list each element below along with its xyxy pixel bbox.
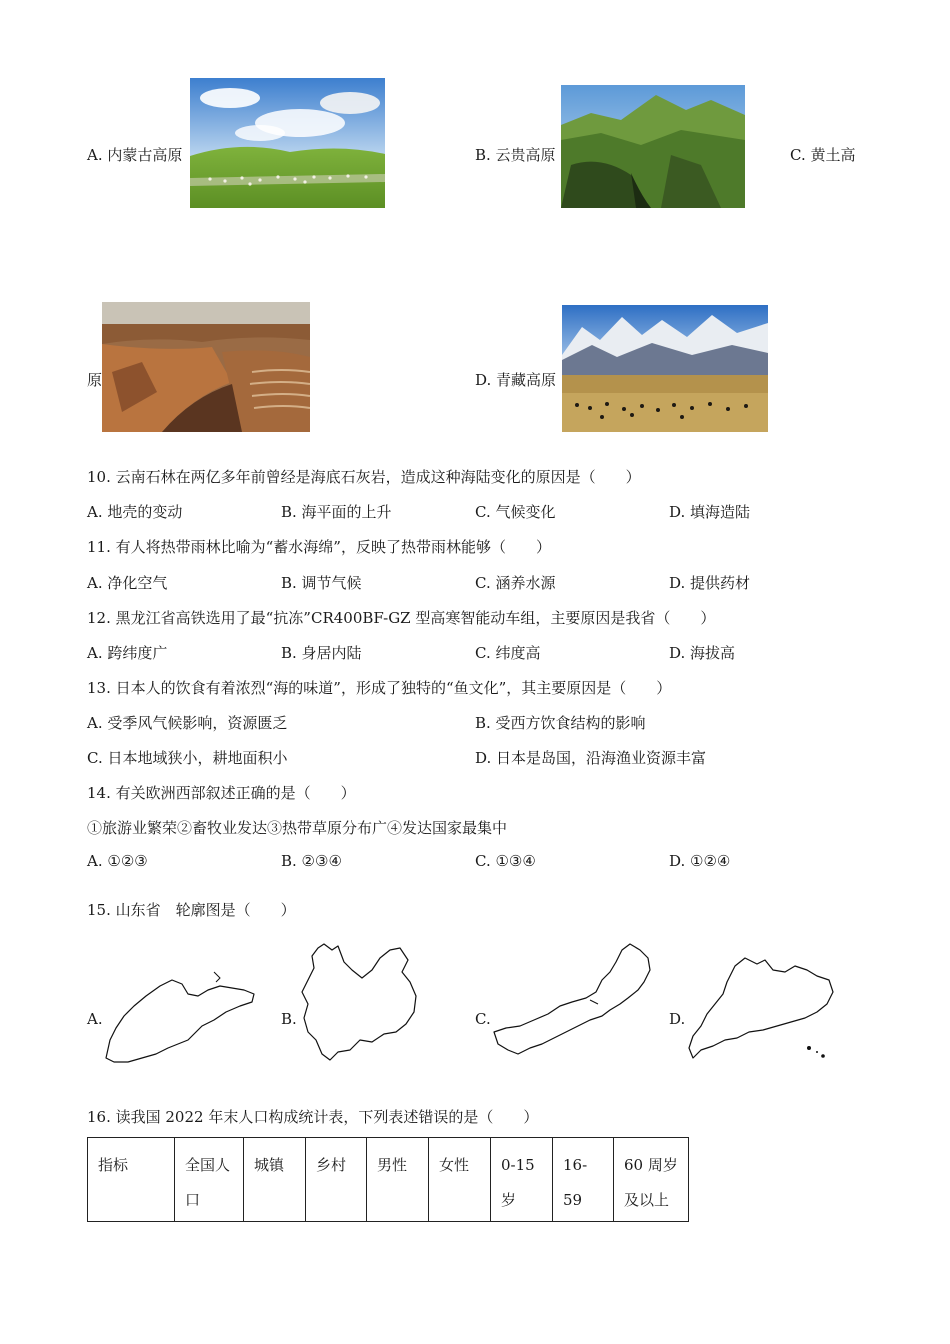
q10-option-b: B. 海平面的上升	[281, 503, 392, 521]
q11-option-d: D. 提供药材	[669, 574, 751, 592]
q11-option-a: A. 净化空气	[87, 574, 168, 592]
q13-option-d: D. 日本是岛国，沿海渔业资源丰富	[475, 749, 707, 767]
yunnan-outline-map	[298, 940, 420, 1064]
q13-option-a: A. 受季风气候影响，资源匮乏	[87, 714, 288, 732]
loess-plateau-photo	[102, 302, 310, 432]
yungui-plateau-photo	[561, 85, 745, 208]
q10-stem: 10. 云南石林在两亿多年前曾经是海底石灰岩，造成这种海陆变化的原因是（ ）	[87, 468, 641, 486]
q15-stem: 15. 山东省 轮廓图是（ ）	[87, 901, 296, 919]
q9-option-c-label-continued: 原	[87, 371, 103, 389]
q12-option-c: C. 纬度高	[475, 644, 541, 662]
q9-option-d-label: D. 青藏高原	[475, 371, 557, 389]
inner-mongolia-plateau-photo	[190, 78, 385, 208]
q13-stem: 13. 日本人的饮食有着浓烈“海的味道”，形成了独特的“鱼文化”，其主要原因是（ ）	[87, 679, 672, 697]
table-header-cell: 男性	[367, 1138, 429, 1222]
table-header-cell: 全国人口	[175, 1138, 244, 1222]
q14-option-c: C. ①③④	[475, 852, 536, 870]
table-header-cell: 60 周岁及以上	[614, 1138, 689, 1222]
q14-statement: ①旅游业繁荣②畜牧业发达③热带草原分布广④发达国家最集中	[87, 819, 508, 837]
q10-option-a: A. 地壳的变动	[87, 503, 183, 521]
q12-option-d: D. 海拔高	[669, 644, 736, 662]
table-row	[88, 1138, 689, 1222]
shandong-outline-map	[102, 968, 258, 1065]
q10-option-d: D. 填海造陆	[669, 503, 751, 521]
table-header-cell: 16-59	[553, 1138, 614, 1222]
q13-option-c: C. 日本地域狭小，耕地面积小	[87, 749, 288, 767]
q15-option-a-label: A.	[87, 1010, 103, 1028]
population-statistics-table	[87, 1137, 689, 1222]
q14-option-a: A. ①②③	[87, 852, 148, 870]
q14-option-b: B. ②③④	[281, 852, 342, 870]
q11-option-b: B. 调节气候	[281, 574, 362, 592]
q15-option-d-label: D.	[669, 1010, 686, 1028]
q14-option-d: D. ①②④	[669, 852, 731, 870]
table-header-cell: 指标	[88, 1138, 175, 1222]
q9-option-b-label: B. 云贵高原	[475, 146, 556, 164]
q15-option-c-label: C.	[475, 1010, 491, 1028]
q9-option-c-label: C. 黄土高	[790, 146, 856, 164]
q12-stem: 12. 黑龙江省高铁选用了最“抗冻”CR400BF-GZ 型高寒智能动车组，主要原因是我省（ ）	[87, 609, 716, 627]
q12-option-a: A. 跨纬度广	[87, 644, 168, 662]
q11-stem: 11. 有人将热带雨林比喻为“蓄水海绵”，反映了热带雨林能够（ ）	[87, 538, 551, 556]
qinghai-tibet-plateau-photo	[562, 305, 768, 432]
table-header-cell: 城镇	[244, 1138, 306, 1222]
table-header-cell: 乡村	[306, 1138, 367, 1222]
inner-mongolia-outline-map	[490, 940, 654, 1064]
q9-option-a-label: A. 内蒙古高原	[87, 146, 183, 164]
q16-stem: 16. 读我国 2022 年末人口构成统计表，下列表述错误的是（ ）	[87, 1108, 539, 1126]
q10-option-c: C. 气候变化	[475, 503, 556, 521]
q14-stem: 14. 有关欧洲西部叙述正确的是（ ）	[87, 784, 356, 802]
table-header-cell: 女性	[429, 1138, 491, 1222]
guangdong-outline-map	[687, 952, 837, 1065]
q13-option-b: B. 受西方饮食结构的影响	[475, 714, 646, 732]
q12-option-b: B. 身居内陆	[281, 644, 362, 662]
q11-option-c: C. 涵养水源	[475, 574, 556, 592]
table-header-cell: 0-15 岁	[491, 1138, 553, 1222]
q15-option-b-label: B.	[281, 1010, 297, 1028]
